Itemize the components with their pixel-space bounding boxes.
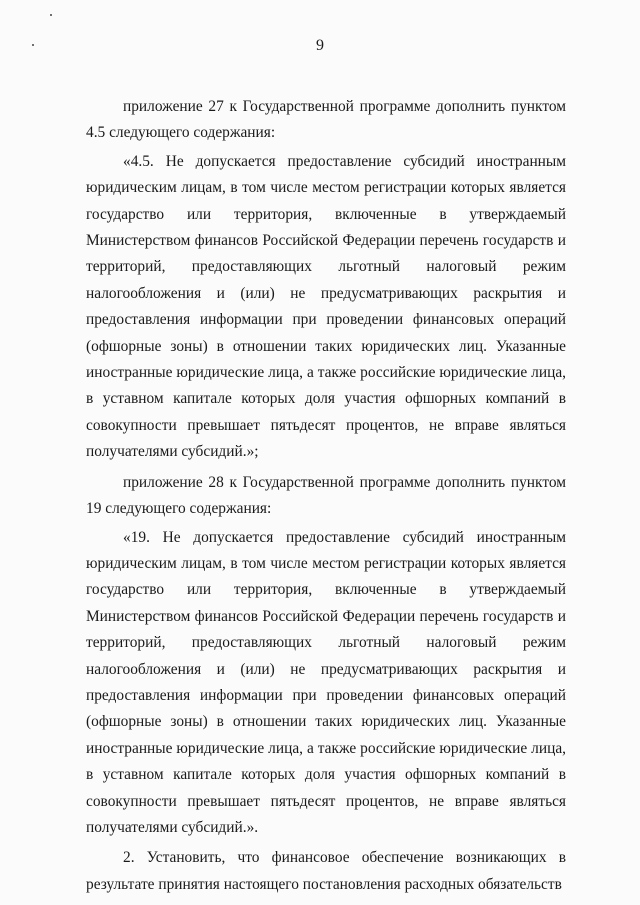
paragraph-item-2: 2. Установить, что финансовое обеспечение возникающих в результате принятия настоящего постановления расходных обязательств xyxy=(86,849,566,893)
paragraph-clause-4-5: «4.5. Не допускается предоставление субсидий иностранным юридическим лицам, в том числе местом регистрации которых является государство или территория, включенные в утверждаемый Министерством финансов Российской Федерации перечень государств и территорий, предоставляющих льготный налоговый режим налогообложения и (или) не предусматривающих раскрытия и предоставления информации при проведении финансовых операций (офшорные зоны) в отношении таких юридических лиц. Указанные иностранные юридические лица, а также российские юридические лица, в уставном капитале которых доля участия офшорных компаний в совокупности превышает пятьдесят процентов, не вправе являться получателями субсидий.»; xyxy=(86,152,566,461)
paragraph-clause-19: «19. Не допускается предоставление субсидий иностранным юридическим лицам, в том числе местом регистрации которых является государство или территория, включенные в утверждаемый Министерством финансов Российской Федерации перечень государств и территорий, предоставляющих льготный налоговый режим налогообложения и (или) не предусматривающих раскрытия и предоставления информации при проведении финансовых операций (офшорные зоны) в отношении таких юридических лиц. Указанные иностранные юридические лица, а также российские юридические лица, в уставном капитале которых доля участия офшорных компаний в совокупности превышает пятьдесят процентов, не вправе являться получателями субсидий.». xyxy=(86,528,566,836)
document-body xyxy=(86,94,566,902)
page-number: 9 xyxy=(316,37,324,54)
scan-speck xyxy=(50,14,52,16)
paragraph-appendix-28: приложение 28 к Государственной программе дополнить пунктом 19 следующего содержания: xyxy=(86,473,566,518)
paragraph-appendix-27: приложение 27 к Государственной программе дополнить пунктом 4.5 следующего содержания: xyxy=(86,98,566,142)
